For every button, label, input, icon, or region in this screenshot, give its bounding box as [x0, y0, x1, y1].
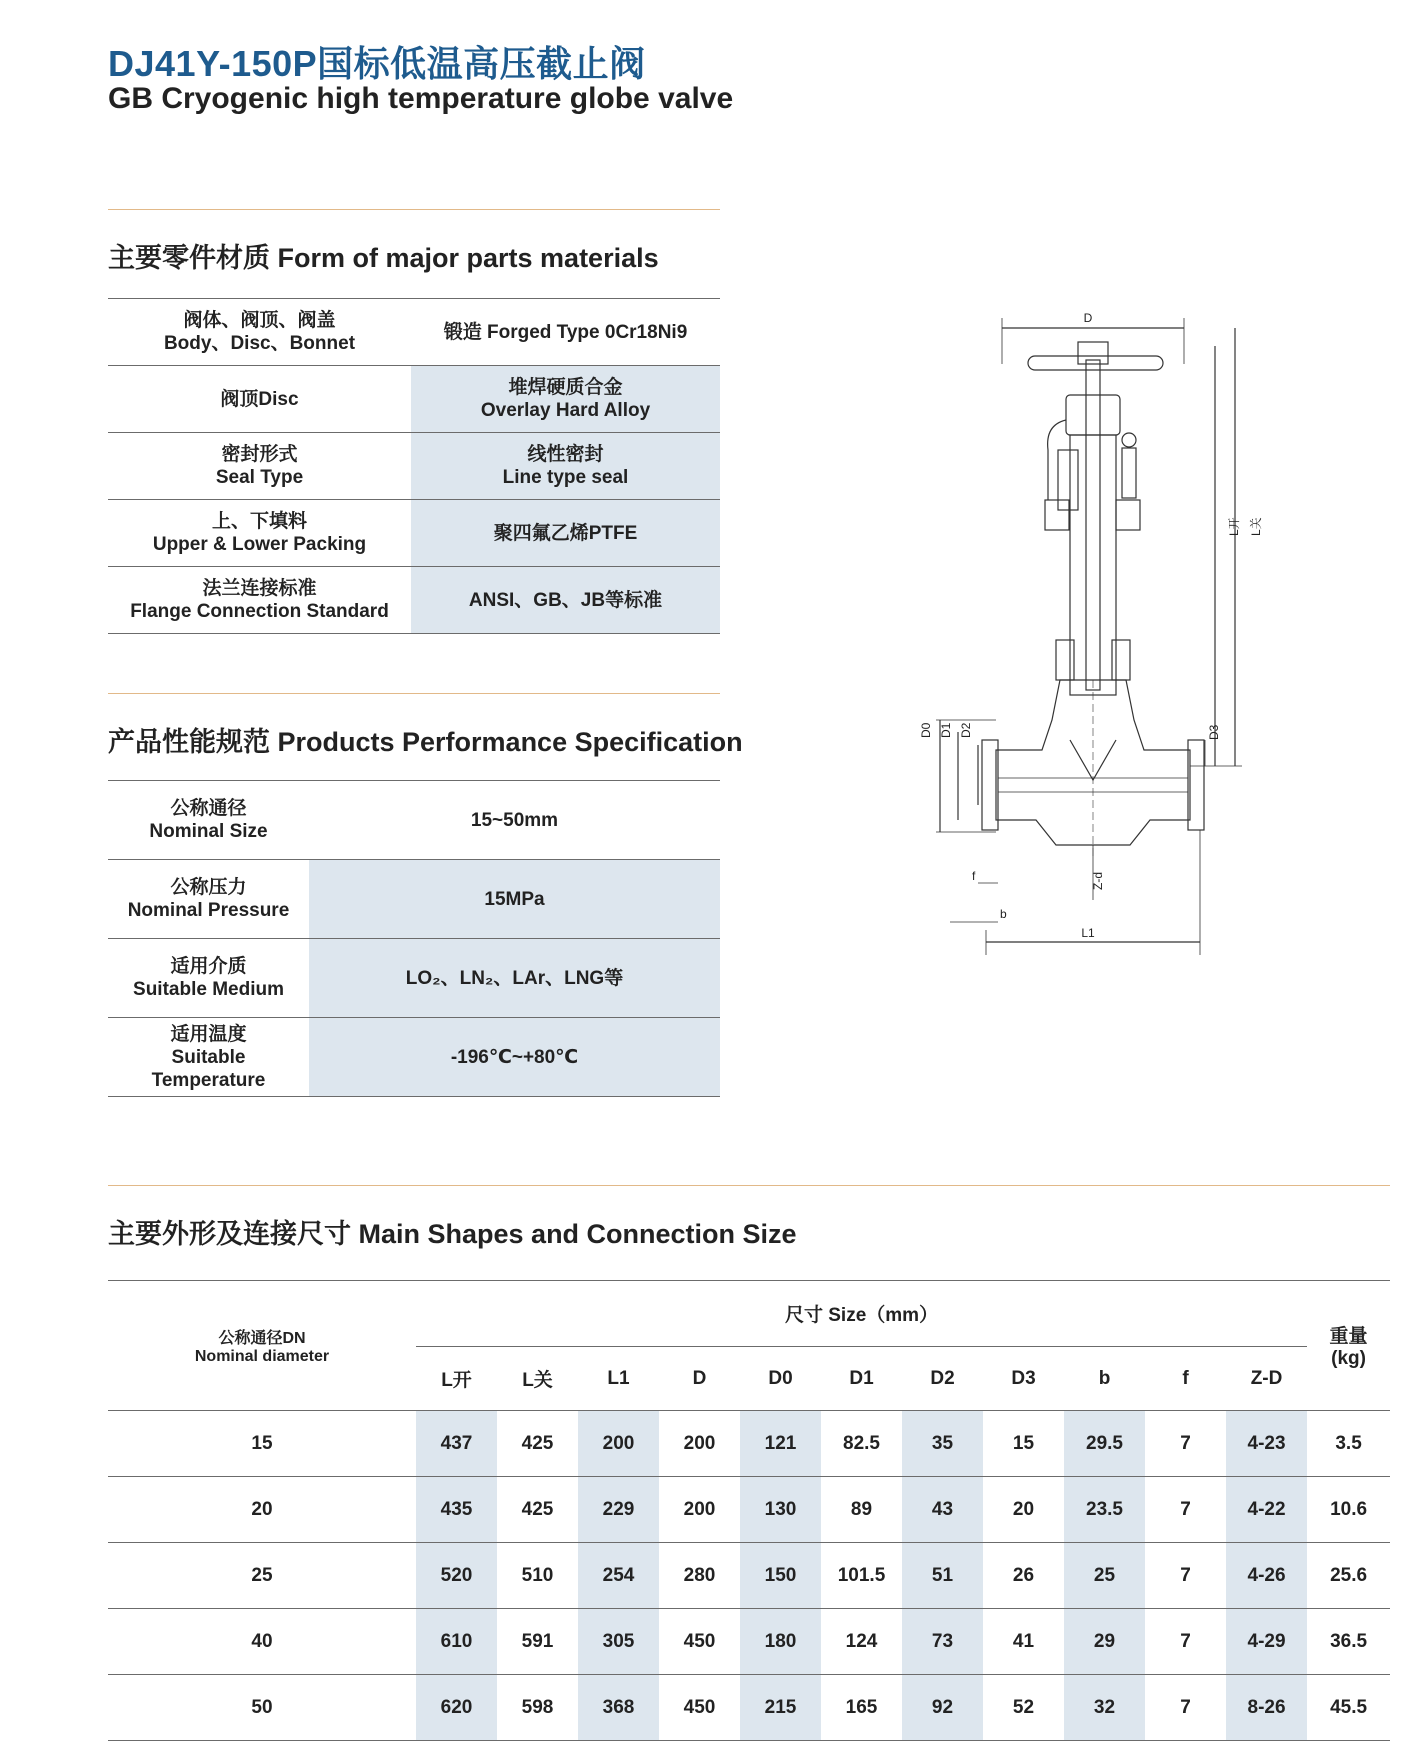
- column-header: Z-D: [1250, 1367, 1283, 1389]
- materials-row: [108, 366, 720, 433]
- label-l1: L1: [1081, 926, 1095, 940]
- weight-cell: 36.5: [1330, 1630, 1368, 1652]
- table-cell: 4-23: [1226, 1411, 1307, 1477]
- table-row: [108, 1543, 1390, 1609]
- table-cell: 7: [1180, 1696, 1191, 1718]
- section-divider: [108, 1185, 1390, 1186]
- label-d: D: [1083, 311, 1093, 325]
- materials-table: [108, 298, 720, 634]
- table-cell: 610: [416, 1609, 497, 1675]
- table-cell: 23.5: [1064, 1477, 1145, 1543]
- dn-cell: 50: [251, 1696, 273, 1718]
- label-b: b: [1000, 907, 1007, 921]
- performance-label: 适用介质 Suitable Medium: [133, 956, 284, 1000]
- table-cell: 101.5: [837, 1564, 886, 1586]
- materials-label: 上、下填料 Upper & Lower Packing: [152, 511, 367, 555]
- size-header: 尺寸 Size（mm）: [416, 1281, 1307, 1347]
- performance-label: 公称压力 Nominal Pressure: [127, 877, 290, 921]
- performance-section-title: 产品性能规范 Products Performance Specification: [108, 727, 743, 757]
- table-cell: 32: [1064, 1675, 1145, 1741]
- table-cell: 29: [1064, 1609, 1145, 1675]
- performance-value: LO₂、LN₂、LAr、LNG等: [309, 939, 720, 1018]
- table-cell: 200: [578, 1411, 659, 1477]
- label-l-close: L关: [1249, 517, 1263, 536]
- column-header: D1: [849, 1367, 874, 1389]
- column-header: f: [1182, 1367, 1189, 1389]
- materials-value: 线性密封 Line type seal: [411, 433, 720, 500]
- materials-label: 阀顶Disc: [220, 388, 299, 410]
- valve-drawing: [900, 300, 1270, 960]
- table-cell: 73: [902, 1609, 983, 1675]
- column-header: D2: [930, 1367, 955, 1389]
- section-divider: [108, 209, 720, 210]
- table-cell: 20: [1012, 1498, 1035, 1520]
- table-cell: 520: [416, 1543, 497, 1609]
- table-cell: 280: [683, 1564, 716, 1586]
- dn-cell: 25: [251, 1564, 273, 1586]
- table-row: [108, 1411, 1390, 1477]
- label-d3: D3: [1207, 724, 1221, 740]
- performance-label: 适用温度 Suitable Temperature: [151, 1023, 266, 1091]
- label-d1: D1: [939, 722, 953, 738]
- dn-header: 公称通径DN Nominal diameter: [194, 1330, 330, 1365]
- performance-value: 15~50mm: [470, 809, 559, 831]
- table-cell: 200: [683, 1498, 716, 1520]
- materials-section-title: 主要零件材质 Form of major parts materials: [108, 243, 659, 273]
- materials-label: 阀体、阀顶、阀盖 Body、Disc、Bonnet: [163, 310, 356, 354]
- column-header: D: [692, 1367, 707, 1389]
- performance-value: -196℃~+80℃: [309, 1018, 720, 1097]
- table-cell: 215: [740, 1675, 821, 1741]
- table-cell: 450: [683, 1696, 716, 1718]
- table-cell: 51: [902, 1543, 983, 1609]
- table-cell: 620: [416, 1675, 497, 1741]
- column-header: b: [1098, 1367, 1111, 1389]
- table-cell: 7: [1180, 1564, 1191, 1586]
- label-d0: D0: [919, 722, 933, 738]
- dn-cell: 15: [251, 1432, 273, 1454]
- weight-cell: 10.6: [1330, 1498, 1368, 1520]
- materials-value: 聚四氟乙烯PTFE: [411, 500, 720, 567]
- table-cell: 43: [902, 1477, 983, 1543]
- label-d2: D2: [959, 722, 973, 738]
- table-cell: 254: [578, 1543, 659, 1609]
- table-cell: 591: [521, 1630, 554, 1652]
- materials-row: [108, 500, 720, 567]
- materials-value: 堆焊硬质合金 Overlay Hard Alloy: [411, 366, 720, 433]
- table-cell: 200: [683, 1432, 716, 1454]
- dn-cell: 40: [251, 1630, 273, 1652]
- table-cell: 4-29: [1226, 1609, 1307, 1675]
- table-cell: 305: [578, 1609, 659, 1675]
- performance-row: [108, 939, 720, 1018]
- performance-row: [108, 1018, 720, 1097]
- table-cell: 29.5: [1064, 1411, 1145, 1477]
- table-cell: 124: [845, 1630, 878, 1652]
- weight-cell: 25.6: [1330, 1564, 1368, 1586]
- table-cell: 15: [1012, 1432, 1035, 1454]
- table-cell: 35: [902, 1411, 983, 1477]
- table-cell: 7: [1180, 1432, 1191, 1454]
- weight-cell: 45.5: [1330, 1696, 1368, 1718]
- performance-row: [108, 860, 720, 939]
- materials-value: 锻造 Forged Type 0Cr18Ni9: [443, 321, 688, 343]
- table-cell: 425: [521, 1432, 554, 1454]
- column-header: L关: [522, 1370, 553, 1391]
- performance-label: 公称通径 Nominal Size: [149, 798, 268, 842]
- materials-row: [108, 299, 720, 366]
- materials-row: [108, 567, 720, 634]
- label-l-open: L开: [1227, 517, 1241, 536]
- page-title: DJ41Y-150P国标低温高压截止阀: [108, 43, 646, 84]
- materials-row: [108, 433, 720, 500]
- table-row: [108, 1477, 1390, 1543]
- performance-value: 15MPa: [309, 860, 720, 939]
- table-cell: 425: [521, 1498, 554, 1520]
- table-cell: 25: [1064, 1543, 1145, 1609]
- label-f: f: [972, 869, 976, 883]
- table-cell: 450: [683, 1630, 716, 1652]
- weight-header: 重量 (kg): [1329, 1326, 1368, 1369]
- page-subtitle: GB Cryogenic high temperature globe valve: [108, 82, 734, 115]
- table-row: [108, 1609, 1390, 1675]
- table-cell: 130: [740, 1477, 821, 1543]
- column-header: L开: [441, 1370, 472, 1391]
- dimensions-table: [108, 1280, 1390, 1741]
- table-cell: 41: [1012, 1630, 1035, 1652]
- table-cell: 598: [521, 1696, 554, 1718]
- table-cell: 180: [740, 1609, 821, 1675]
- materials-value: ANSI、GB、JB等标准: [411, 567, 720, 634]
- table-cell: 165: [845, 1696, 878, 1718]
- weight-cell: 3.5: [1335, 1432, 1362, 1454]
- dn-cell: 20: [251, 1498, 273, 1520]
- column-header: D3: [1011, 1367, 1036, 1389]
- table-cell: 510: [521, 1564, 554, 1586]
- column-header: L1: [607, 1367, 630, 1389]
- performance-table: [108, 780, 720, 1097]
- table-cell: 52: [1012, 1696, 1035, 1718]
- materials-label: 密封形式 Seal Type: [215, 444, 304, 488]
- table-cell: 8-26: [1226, 1675, 1307, 1741]
- table-cell: 437: [416, 1411, 497, 1477]
- table-cell: 82.5: [843, 1432, 880, 1454]
- table-cell: 89: [850, 1498, 873, 1520]
- table-cell: 7: [1180, 1498, 1191, 1520]
- materials-label: 法兰连接标准 Flange Connection Standard: [130, 578, 389, 622]
- table-cell: 368: [578, 1675, 659, 1741]
- table-cell: 7: [1180, 1630, 1191, 1652]
- performance-row: [108, 781, 720, 860]
- dimensions-section-title: 主要外形及连接尺寸 Main Shapes and Connection Size: [108, 1219, 797, 1249]
- table-cell: 92: [902, 1675, 983, 1741]
- column-header: D0: [768, 1367, 793, 1389]
- table-cell: 4-26: [1226, 1543, 1307, 1609]
- section-divider: [108, 693, 720, 694]
- table-cell: 229: [578, 1477, 659, 1543]
- table-cell: 4-22: [1226, 1477, 1307, 1543]
- table-cell: 435: [416, 1477, 497, 1543]
- table-cell: 26: [1012, 1564, 1035, 1586]
- table-row: [108, 1675, 1390, 1741]
- label-zd: Z-d: [1091, 872, 1105, 890]
- table-cell: 121: [740, 1411, 821, 1477]
- table-cell: 150: [740, 1543, 821, 1609]
